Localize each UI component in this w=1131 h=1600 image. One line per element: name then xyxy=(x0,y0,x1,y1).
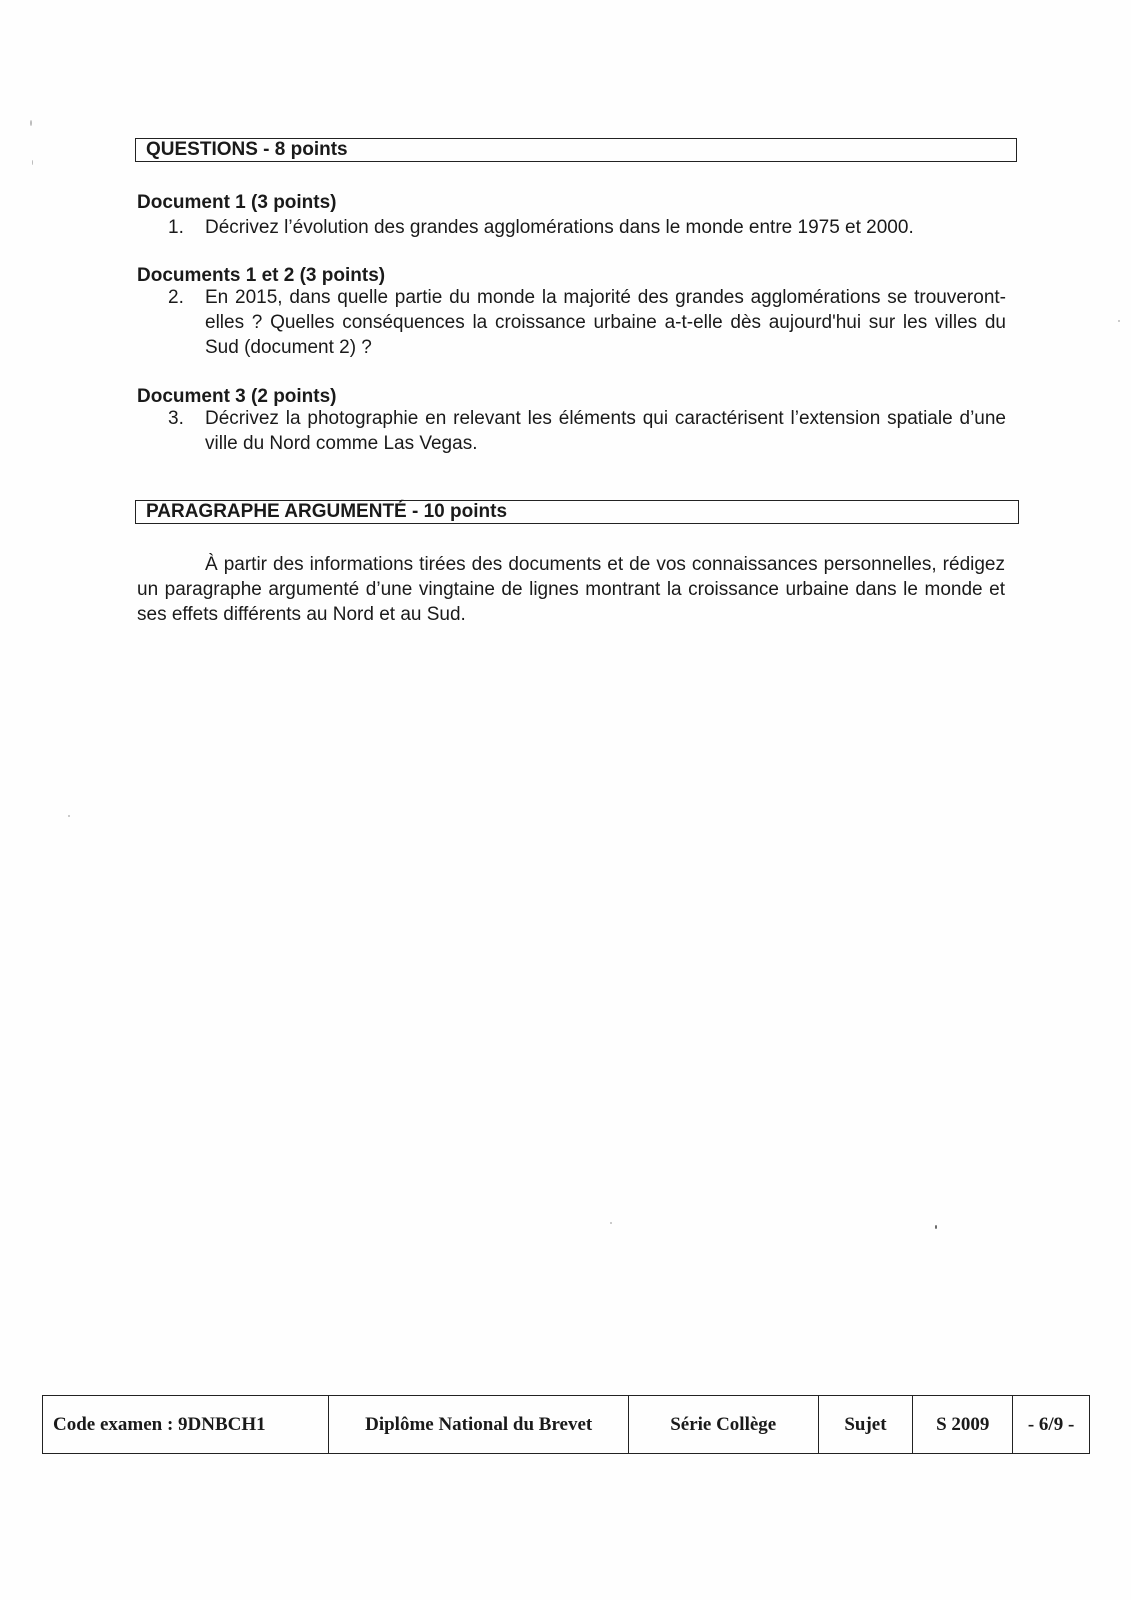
question-1 xyxy=(168,215,1006,240)
question-2-number: 2. xyxy=(168,287,184,308)
footer-session: S 2009 xyxy=(913,1396,1013,1453)
question-3 xyxy=(168,406,1006,456)
question-3-text: Décrivez la photographie en relevant les éléments qui caractérisent l’extension spatiale d’une ville du Nord comme Las Vegas. xyxy=(205,408,1006,454)
question-1-number: 1. xyxy=(168,217,184,238)
exam-footer-table xyxy=(42,1395,1090,1454)
scan-speck xyxy=(610,1222,612,1224)
question-3-number: 3. xyxy=(168,408,184,429)
paragraphe-header-label: PARAGRAPHE ARGUMENTÉ - 10 points xyxy=(146,501,508,522)
paragraphe-instructions: À partir des informations tirées des documents et de vos connaissances personnelles, rédigez un paragraphe argumenté d’une vingtaine de lignes montrant la croissance urbaine dans le monde et ses effets différents au Nord et au Sud. xyxy=(137,554,1005,625)
scan-speck xyxy=(30,120,32,126)
footer-serie: Série Collège xyxy=(629,1396,819,1453)
questions-header-label: QUESTIONS - 8 points xyxy=(146,139,348,160)
footer-page-number: - 6/9 - xyxy=(1027,1413,1075,1435)
document-3-title: Document 3 (2 points) xyxy=(137,386,337,407)
footer-sujet: Sujet xyxy=(819,1396,914,1453)
question-2-text: En 2015, dans quelle partie du monde la majorité des grandes agglomérations se trouveront-elles ? Quelles conséquences la croissance urbaine a-t-elle dès aujourd'hui sur les villes du Sud (document 2) ? xyxy=(205,287,1006,358)
footer-code-examen: Code examen : 9DNBCH1 xyxy=(43,1396,329,1453)
documents-1-2-title: Documents 1 et 2 (3 points) xyxy=(137,265,386,286)
paragraphe-section-header xyxy=(135,500,1019,524)
questions-section-header xyxy=(135,138,1017,162)
scan-speck xyxy=(32,160,33,165)
scan-speck xyxy=(68,815,70,817)
scan-speck xyxy=(1118,320,1120,322)
document-1-title: Document 1 (3 points) xyxy=(137,192,337,213)
scan-speck xyxy=(935,1225,937,1229)
question-1-text: Décrivez l’évolution des grandes agglomérations dans le monde entre 1975 et 2000. xyxy=(205,217,914,238)
question-2 xyxy=(168,285,1006,360)
footer-diplome: Diplôme National du Brevet xyxy=(329,1396,628,1453)
